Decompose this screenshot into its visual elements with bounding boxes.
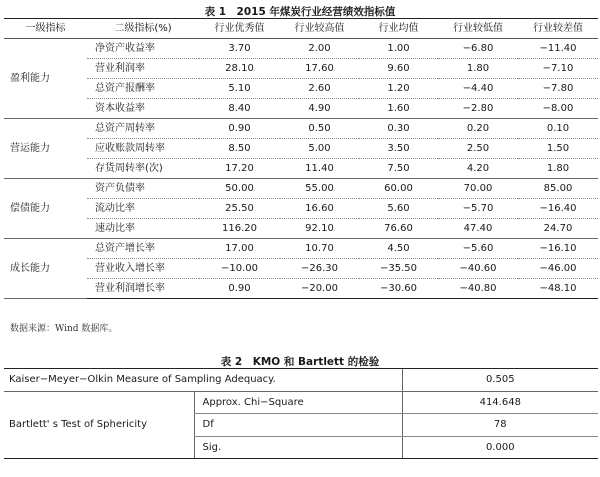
value-cell: 3.70 [199, 39, 280, 59]
table2-title: 表 2 KMO 和 Bartlett 的检验 [220, 356, 380, 368]
value-cell: −11.40 [518, 39, 598, 59]
bartlett-stat-value: 414.648 [402, 391, 598, 414]
value-cell: −2.80 [438, 99, 518, 119]
value-cell: 9.60 [359, 59, 438, 79]
bartlett-stat-label: Sig. [194, 436, 402, 459]
table-row [4, 99, 598, 119]
table2 [4, 368, 598, 459]
value-cell: 0.30 [359, 119, 438, 139]
header-cell: 行业较差值 [518, 19, 598, 39]
group-name-cell: 盈利能力 [4, 39, 87, 119]
table-row [4, 39, 598, 59]
value-cell: −20.00 [280, 279, 359, 299]
header-cell: 行业较低值 [438, 19, 518, 39]
bartlett-label: Bartlett' s Test of Sphericity [4, 391, 194, 459]
indicator-name-cell: 速动比率 [87, 219, 199, 239]
indicator-name-cell: 资产负债率 [87, 179, 199, 199]
value-cell: −7.80 [518, 79, 598, 99]
value-cell: 3.50 [359, 139, 438, 159]
indicator-name-cell: 总资产报酬率 [87, 79, 199, 99]
value-cell: 25.50 [199, 199, 280, 219]
value-cell: 17.20 [199, 159, 280, 179]
table-row [4, 119, 598, 139]
table1-header-row [4, 19, 598, 39]
indicator-name-cell: 存货周转率(次) [87, 159, 199, 179]
value-cell: 0.20 [438, 119, 518, 139]
value-cell: −5.70 [438, 199, 518, 219]
value-cell: 28.10 [199, 59, 280, 79]
bartlett-row [4, 391, 598, 414]
value-cell: 0.90 [199, 119, 280, 139]
indicator-name-cell: 净资产收益率 [87, 39, 199, 59]
table1-title: 表 1 2015 年煤炭行业经营绩效指标值 [204, 6, 396, 18]
value-cell: 24.70 [518, 219, 598, 239]
value-cell: 5.10 [199, 79, 280, 99]
value-cell: 2.00 [280, 39, 359, 59]
value-cell: 1.20 [359, 79, 438, 99]
value-cell: −16.10 [518, 239, 598, 259]
value-cell: 1.80 [438, 59, 518, 79]
table-row [4, 259, 598, 279]
indicator-name-cell: 总资产周转率 [87, 119, 199, 139]
value-cell: 16.60 [280, 199, 359, 219]
bartlett-stat-value: 78 [402, 414, 598, 437]
header-cell: 行业优秀值 [199, 19, 280, 39]
kmo-label: Kaiser−Meyer−Olkin Measure of Sampling Adequacy. [4, 369, 402, 392]
bartlett-stat-label: Approx. Chi−Square [194, 391, 402, 414]
table-row [4, 59, 598, 79]
value-cell: 1.50 [518, 139, 598, 159]
value-cell: 55.00 [280, 179, 359, 199]
group-name-cell: 偿债能力 [4, 179, 87, 239]
header-cell: 二级指标(%) [87, 19, 199, 39]
header-cell: 一级指标 [4, 19, 87, 39]
value-cell: 11.40 [280, 159, 359, 179]
indicator-name-cell: 总资产增长率 [87, 239, 199, 259]
value-cell: −5.60 [438, 239, 518, 259]
value-cell: −46.00 [518, 259, 598, 279]
value-cell: 116.20 [199, 219, 280, 239]
value-cell: 92.10 [280, 219, 359, 239]
value-cell: 5.00 [280, 139, 359, 159]
value-cell: −16.40 [518, 199, 598, 219]
value-cell: −40.80 [438, 279, 518, 299]
table-row [4, 219, 598, 239]
value-cell: −40.60 [438, 259, 518, 279]
group-name-cell: 成长能力 [4, 239, 87, 299]
value-cell: 1.60 [359, 99, 438, 119]
value-cell: −35.50 [359, 259, 438, 279]
value-cell: 85.00 [518, 179, 598, 199]
value-cell: 70.00 [438, 179, 518, 199]
value-cell: −48.10 [518, 279, 598, 299]
table-row [4, 79, 598, 99]
value-cell: −8.00 [518, 99, 598, 119]
value-cell: 0.90 [199, 279, 280, 299]
value-cell: 50.00 [199, 179, 280, 199]
value-cell: 4.50 [359, 239, 438, 259]
indicator-name-cell: 应收账款周转率 [87, 139, 199, 159]
value-cell: −26.30 [280, 259, 359, 279]
indicator-name-cell: 营业利润率 [87, 59, 199, 79]
header-cell: 行业较高值 [280, 19, 359, 39]
value-cell: 17.00 [199, 239, 280, 259]
value-cell: 1.00 [359, 39, 438, 59]
value-cell: 47.40 [438, 219, 518, 239]
value-cell: 4.20 [438, 159, 518, 179]
value-cell: 0.50 [280, 119, 359, 139]
value-cell: 17.60 [280, 59, 359, 79]
table-row [4, 159, 598, 179]
indicator-name-cell: 资本收益率 [87, 99, 199, 119]
table-row [4, 139, 598, 159]
value-cell: −10.00 [199, 259, 280, 279]
table-row [4, 199, 598, 219]
bartlett-stat-value: 0.000 [402, 436, 598, 459]
value-cell: 8.40 [199, 99, 280, 119]
value-cell: 2.60 [280, 79, 359, 99]
table1 [4, 18, 598, 299]
indicator-name-cell: 流动比率 [87, 199, 199, 219]
value-cell: 60.00 [359, 179, 438, 199]
indicator-name-cell: 营业利润增长率 [87, 279, 199, 299]
group-name-cell: 营运能力 [4, 119, 87, 179]
kmo-value: 0.505 [402, 369, 598, 392]
value-cell: −30.60 [359, 279, 438, 299]
header-cell: 行业均值 [359, 19, 438, 39]
kmo-row [4, 369, 598, 392]
table-row [4, 279, 598, 299]
value-cell: 4.90 [280, 99, 359, 119]
value-cell: −7.10 [518, 59, 598, 79]
indicator-name-cell: 营业收入增长率 [87, 259, 199, 279]
value-cell: 5.60 [359, 199, 438, 219]
data-source-note: 数据来源：Wind 数据库。 [10, 324, 118, 334]
table-row [4, 239, 598, 259]
value-cell: −6.80 [438, 39, 518, 59]
value-cell: 0.10 [518, 119, 598, 139]
table-row [4, 179, 598, 199]
bartlett-stat-label: Df [194, 414, 402, 437]
value-cell: 2.50 [438, 139, 518, 159]
value-cell: 8.50 [199, 139, 280, 159]
value-cell: −4.40 [438, 79, 518, 99]
value-cell: 76.60 [359, 219, 438, 239]
value-cell: 1.80 [518, 159, 598, 179]
value-cell: 10.70 [280, 239, 359, 259]
value-cell: 7.50 [359, 159, 438, 179]
